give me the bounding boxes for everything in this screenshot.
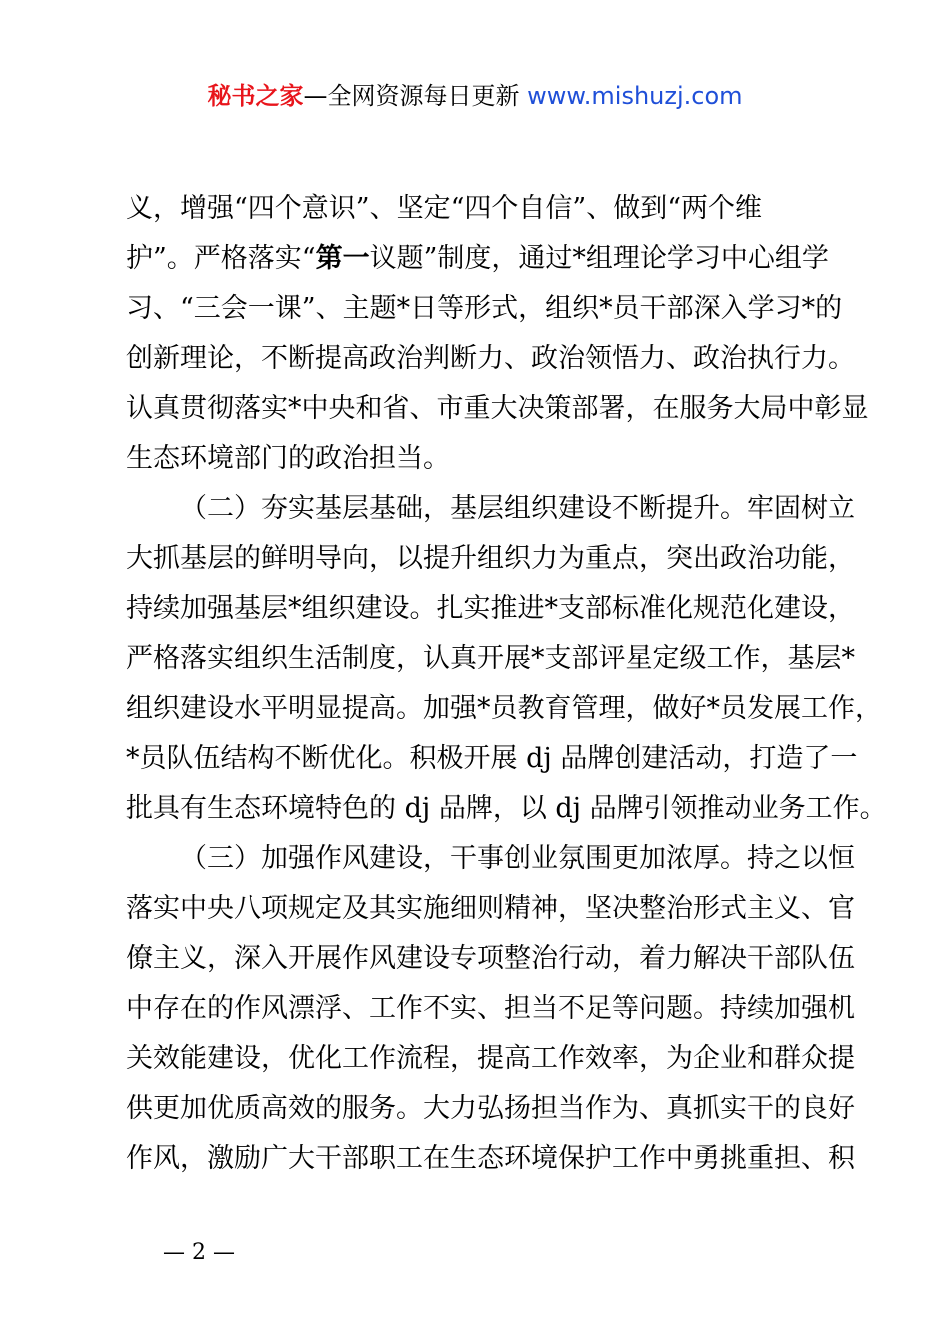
- text-line: 严格落实组织生活制度，认真开展*支部评星定级工作，基层*: [126, 643, 855, 674]
- text-line: 批具有生态环境特色的 dj 品牌，以 dj 品牌引领推动业务工作。: [126, 793, 887, 824]
- text-line: 组织建设水平明显提高。加强*员教育管理，做好*员发展工作，: [126, 693, 882, 724]
- text-line: 关效能建设，优化工作流程，提高工作效率，为企业和群众提: [126, 1043, 855, 1074]
- text-line: 僚主义，深入开展作风建设专项整治行动，着力解决干部队伍: [126, 943, 855, 974]
- text-line: 中存在的作风漂浮、工作不实、担当不足等问题。持续加强机: [126, 993, 855, 1024]
- text-line: （三）加强作风建设，干事创业氛围更加浓厚。持之以恒: [180, 843, 855, 874]
- text-line: 大抓基层的鲜明导向，以提升组织力为重点，突出政治功能，: [126, 543, 855, 574]
- text-line: （二）夯实基层基础，基层组织建设不断提升。牢固树立: [180, 493, 855, 524]
- bold-text-segment: 第一: [315, 243, 370, 274]
- text-line: 认真贯彻落实*中央和省、市重大决策部署，在服务大局中彰显: [126, 393, 869, 424]
- page-number: — 2 —: [163, 1240, 235, 1265]
- text-line: 供更加优质高效的服务。大力弘扬担当作为、真抓实干的良好: [126, 1093, 855, 1124]
- text-line: 持续加强基层*组织建设。扎实推进*支部标准化规范化建设，: [126, 593, 855, 624]
- text-line: 创新理论，不断提高政治判断力、政治领悟力、政治执行力。: [126, 343, 855, 374]
- text-line-segment: 护”。严格落实“: [126, 243, 316, 274]
- text-line-segment: 议题”制度，通过*组理论学习中心组学: [369, 243, 829, 274]
- site-brand: 秘书之家: [207, 82, 304, 110]
- site-tagline: —全网资源每日更新: [303, 82, 520, 110]
- text-line: *员队伍结构不断优化。积极开展 dj 品牌创建活动，打造了一: [126, 743, 858, 774]
- site-header: [0, 80, 950, 112]
- text-line: 习、“三会一课”、主题*日等形式，组织*员干部深入学习*的: [126, 293, 843, 324]
- text-line: 作风，激励广大干部职工在生态环境保护工作中勇挑重担、积: [126, 1143, 855, 1174]
- site-url[interactable]: www.mishuzj.com: [527, 82, 743, 110]
- text-line: 落实中央八项规定及其实施细则精神，坚决整治形式主义、官: [126, 893, 855, 924]
- text-line: 生态环境部门的政治担当。: [126, 443, 450, 474]
- document-body: [126, 184, 887, 1184]
- text-line: 义，增强“四个意识”、坚定“四个自信”、做到“两个维: [126, 193, 763, 224]
- text-line: [126, 234, 838, 284]
